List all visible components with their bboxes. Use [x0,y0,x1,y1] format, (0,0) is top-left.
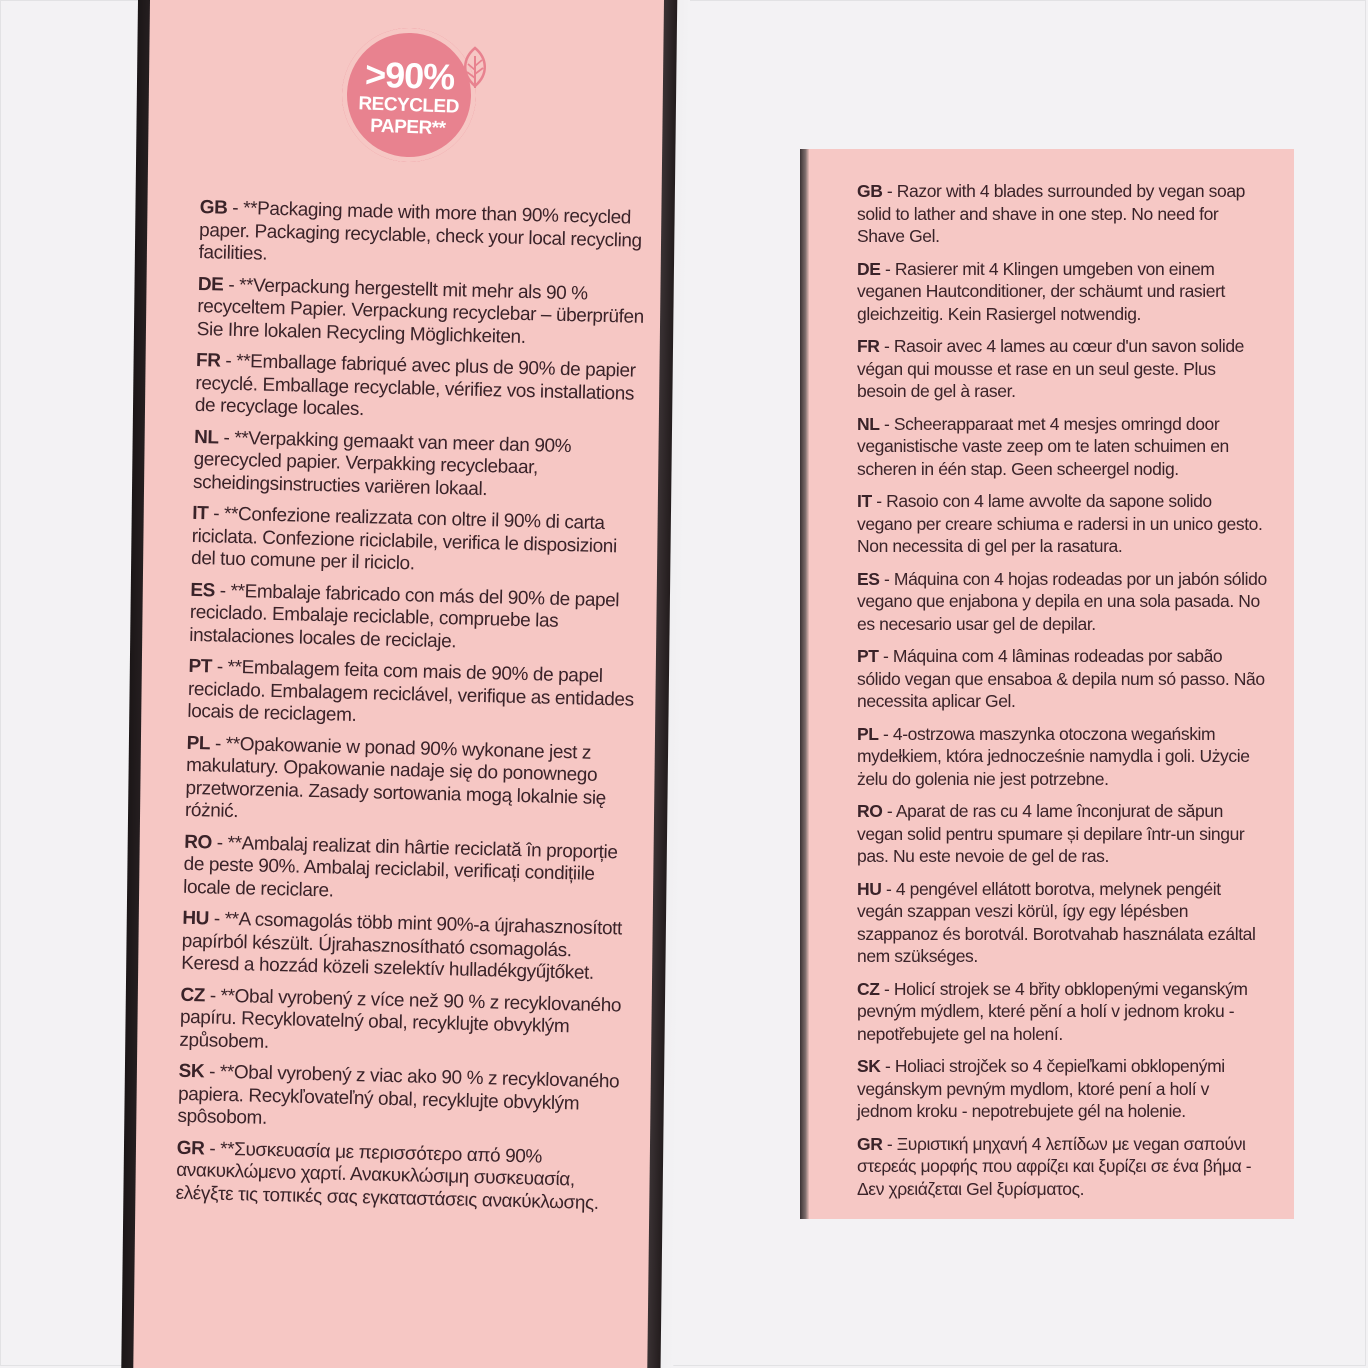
language-code: IT [857,491,872,511]
entry-text: - **Obal vyrobený z viac ako 90 % z recyklovaného papiera. Recykľovateľný obal, recyklujte obvyklým spôsobom. [177,1061,620,1129]
right-box-left-edge [800,149,809,1219]
entry-text: - Aparat de ras cu 4 lame înconjurat de săpun vegan solid pentru spumare și depilare într-un singur pas. Nu este nevoie de gel de ras. [857,801,1245,866]
entry-text: - Ξυριστική μηχανή 4 λεπίδων με vegan σαπούνι στερεάς μορφής που αφρίζει και ξυρίζει σε ένα βήμα - Δεν χρειάζεται Gel ξυρίσματος. [857,1133,1252,1199]
language-code: CZ [857,978,880,999]
entry-text: - **Confezione realizzata con oltre il 90% di carta riciclata. Confezione riciclabile, verifica le disposizioni del tuo comune per il riciclo. [190,503,618,575]
language-code: IT [192,502,209,525]
product-entry-es [857,568,1267,636]
language-code: ES [857,568,880,589]
language-code: RO [857,801,883,821]
entry-text: - Rasierer mit 4 Klingen umgeben von einem veganen Hautconditioner, der schäumt und rasiert gleichzeitig. Kein Rasiergel notwendig. [857,258,1225,324]
recycling-entry-cz [179,984,631,1062]
badge-percentage: >90% [364,53,455,98]
leaf-icon [460,46,490,90]
entry-text: - Rasoir avec 4 lames au cœur d'un savon solide végan qui mousse et rase en un seul geste. Plus besoin de gel à raser. [857,336,1244,401]
language-code: GB [857,181,883,201]
language-code: GR [857,1133,883,1154]
product-entry-pt [857,645,1267,713]
product-entry-sk [857,1055,1267,1123]
entry-text: - **Ambalaj realizat din hârtie reciclată în proporție de peste 90%. Ambalaj reciclabil, verificați condițiile locale de reciclare. [182,831,618,901]
recycling-entry-gr [175,1137,627,1215]
recycling-entry-fr [195,350,647,428]
language-code: CZ [180,984,206,1006]
entry-text: - Scheerapparaat met 4 mesjes omringd door veganistische vaste zeep om te laten schuimen en scheren in één stap. Geen scheergel nodig. [857,413,1229,479]
language-code: FR [857,336,880,356]
language-code: SK [857,1056,881,1076]
language-code: PL [186,732,211,754]
product-entry-it [857,490,1267,558]
product-entry-fr [857,335,1267,403]
recycling-entry-hu [181,908,633,986]
entry-text: - **Embalagem feita com mais de 90% de papel reciclado. Embalagem reciclável, verifique as entidades locais de reciclagem. [187,656,634,726]
product-entry-ro [857,800,1267,868]
entry-text: - **Packaging made with more than 90% recycled paper. Packaging recyclable, check your local recycling facilities. [198,197,643,265]
entry-text: - **Emballage fabriqué avec plus de 90% de papier recyclé. Emballage recyclable, vérifiez vos installations de recyclage locales. [194,350,636,421]
language-code: PT [857,646,879,666]
language-code: RO [183,831,213,853]
language-code: PL [857,723,879,744]
entry-text: - 4-ostrzowa maszynka otoczona wegańskim mydełkiem, która jednocześnie namydla i goli. Użycie żelu do golenia nie jest potrzebne. [857,723,1250,789]
entry-text: - **Verpakking gemaakt van meer dan 90% gerecycled papier. Verpakking recyclebaar, scheidingsinstructies variëren lokaal. [192,427,572,500]
product-description-text [857,180,1267,1210]
product-entry-de [857,258,1267,326]
entry-text: - **Opakowanie w ponad 90% wykonane jest z makulatury. Opakowanie nadaje się do ponownego przetworzenia. Zasady sortowania mogą lokalnie się różnić. [184,732,607,823]
recycling-entry-it [191,503,643,581]
language-code: PT [188,655,213,678]
language-code: NL [857,413,880,434]
language-code: DE [857,258,881,279]
recycling-entry-sk [177,1061,629,1139]
language-code: DE [197,273,224,296]
recycling-entry-ro [183,831,635,909]
recycling-entry-es [189,579,641,657]
recycling-entry-nl [193,426,645,504]
language-code: GB [199,197,228,219]
entry-text: - **A csomagolás több mint 90%-a újrahasznosított papírból készült. Újrahasznosítható csomagolás. Keresd a hozzád közeli szelektív hulladékgyűjtőket. [181,908,623,984]
badge-recycled-label: RECYCLED [358,93,460,118]
product-entry-gr [857,1133,1267,1201]
entry-text: - Máquina com 4 lâminas rodeadas por sabão sólido vegan que ensaboa & depila num só passo. Não necessita aplicar Gel. [857,646,1265,711]
recycling-info-text [175,197,650,1225]
language-code: GR [176,1137,205,1159]
product-entry-cz [857,978,1267,1046]
language-code: HU [182,907,210,930]
language-code: ES [190,579,216,601]
language-code: SK [178,1060,205,1083]
entry-text: - Razor with 4 blades surrounded by vegan soap solid to lather and shave in one step. No need for Shave Gel. [857,181,1245,246]
entry-text: - 4 pengével ellátott borotva, melynek pengéit vegán szappan veszi körül, így egy lépésben szappanoz és borotvál. Borotvahab használata ezáltal nem szükséges. [857,878,1256,966]
entry-text: - Rasoio con 4 lame avvolte da sapone solido vegano per creare schiuma e radersi in un unico gesto. Non necessita di gel per la rasatura. [857,491,1263,556]
recycling-entry-gb [198,197,650,275]
entry-text: - **Συσκευασία με περισσότερο από 90% ανακυκλώμενο χαρτί. Ανακυκλώσιμη συσκευασία, ελέγξτε τις τοπικές σας εγκαταστάσεις ανακύκλωσης. [175,1137,599,1214]
entry-text: - Máquina con 4 hojas rodeadas por un jabón sólido vegano que enjabona y depila en una sola pasada. No es necesario usar gel de depilar. [857,568,1267,634]
product-entry-nl [857,413,1267,481]
recycling-entry-pt [187,656,639,734]
entry-text: - **Obal vyrobený z více než 90 % z recyklovaného papíru. Recyklovatelný obal, recyklujte obvyklým způsobem. [179,984,622,1053]
language-code: FR [195,349,221,372]
badge-paper-label: PAPER** [369,115,446,140]
product-entry-pl [857,723,1267,791]
language-code: NL [193,426,219,449]
entry-text: - Holicí strojek se 4 břity obklopenými veganským pevným mýdlem, které pění a holí v jednom kroku - nepotřebujete gel na holení. [857,978,1248,1044]
recycling-entry-pl [185,732,637,833]
entry-text: - **Embalaje fabricado con más del 90% de papel reciclado. Embalaje reciclable, compruebe las instalaciones locales de reciclaje. [189,579,620,652]
product-entry-gb [857,180,1267,248]
product-entry-hu [857,878,1267,968]
language-code: HU [857,878,882,899]
recycling-entry-de [196,273,648,351]
entry-text: - **Verpackung hergestellt mit mehr als 90 % recyceltem Papier. Verpackung recyclebar – überprüfen Sie Ihre lokalen Recycling Möglichkeiten. [196,274,645,348]
entry-text: - Holiaci strojček so 4 čepieľkami obklopenými vegánskym pevným mydlom, ktoré pení a holí v jednom kroku - nepotrebujete gél na holenie. [857,1056,1225,1121]
